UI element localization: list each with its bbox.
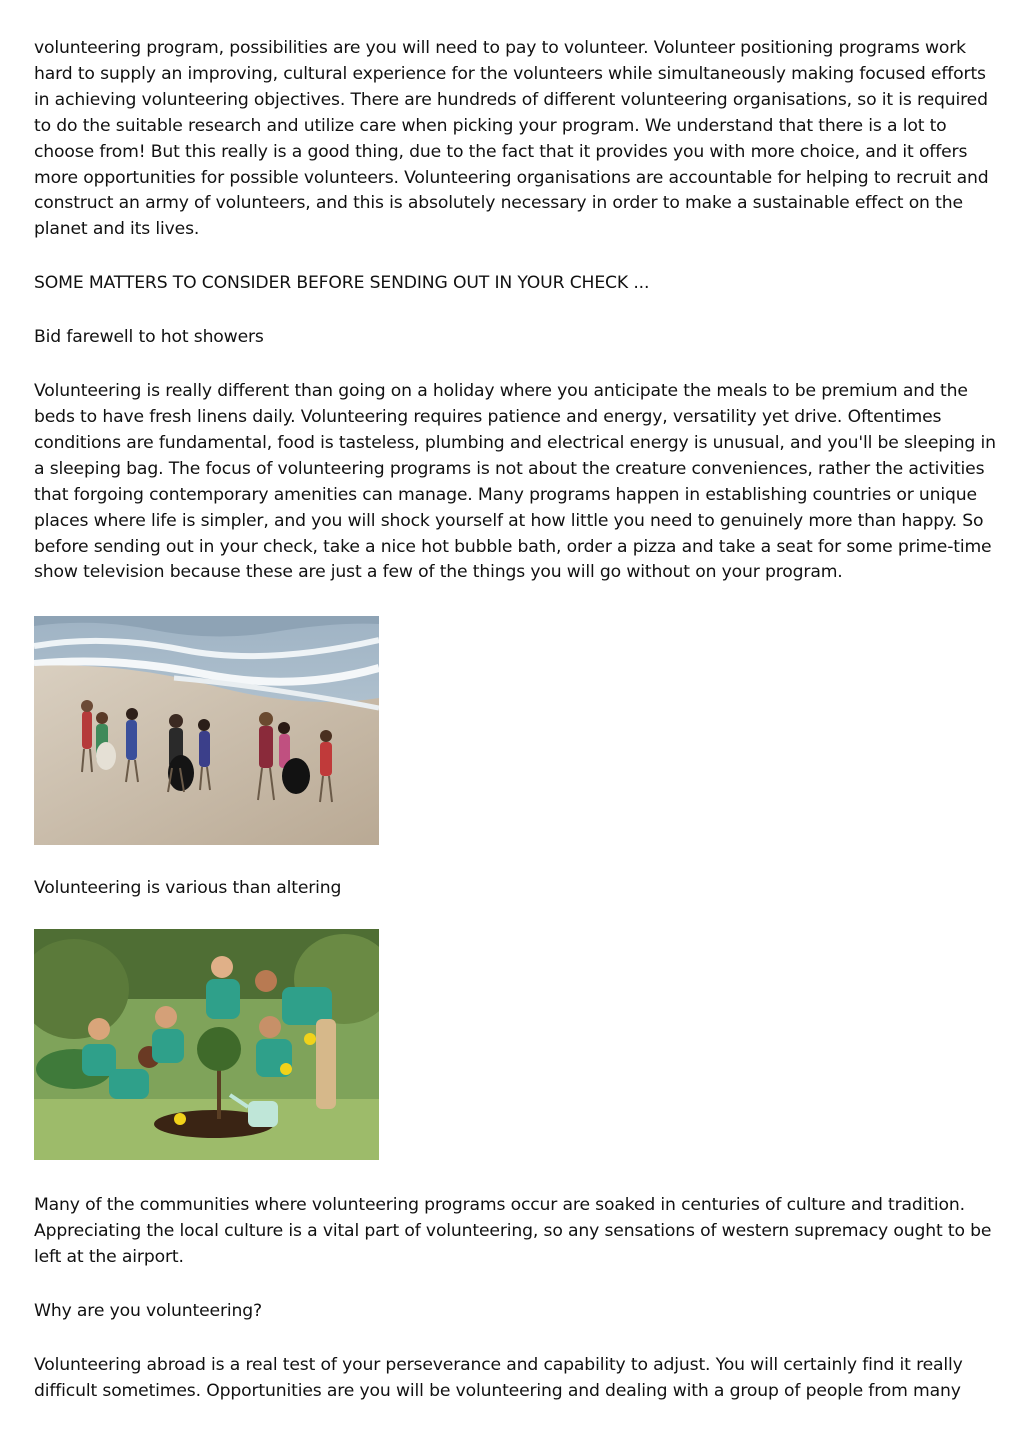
article-body xyxy=(34,36,996,1405)
paragraph-local-culture: Many of the communities where volunteering programs occur are soaked in centuries of culture and tradition. Appreciating the local culture is a vital part of volunteering, so any sensations of western supremacy ought to be left at the airport. xyxy=(34,1195,992,1268)
paragraph-intro: volunteering program, possibilities are you will need to pay to volunteer. Volunteer positioning programs work hard to supply an improving, cultural experience for the volunteers while simultaneously making focused efforts in achieving volunteering objectives. There are hundreds of different volunteering organisations, so it is required to do the suitable research and utilize care when picking your program. We understand that there is a lot to choose from! But this really is a good thing, due to the fact that it provides you with more choice, and it offers more opportunities for possible volunteers. Volunteering organisations are accountable for helping to recruit and construct an army of volunteers, and this is absolutely necessary in order to make a sustainable effect on the planet and its lives. xyxy=(34,38,989,240)
heading-why-volunteering: Why are you volunteering? xyxy=(34,1300,262,1321)
paragraph-volunteering-abroad: Volunteering abroad is a real test of your perseverance and capability to adjust. You will certainly find it really difficult sometimes. Opportunities are you will be volunteering and dealing with a group of people from many xyxy=(34,1354,963,1401)
beach-cleanup-photo xyxy=(34,616,379,845)
heading-matters-to-consider: SOME MATTERS TO CONSIDER BEFORE SENDING OUT IN YOUR CHECK ... xyxy=(34,273,650,294)
heading-hot-showers: Bid farewell to hot showers xyxy=(34,327,264,348)
caption-volunteering-various: Volunteering is various than altering xyxy=(34,878,342,899)
tree-planting-photo xyxy=(34,929,379,1160)
paragraph-holiday: Volunteering is really different than going on a holiday where you anticipate the meals to be premium and the beds to have fresh linens daily. Volunteering requires patience and energy, versatility yet drive. Oftentimes conditions are fundamental, food is tasteless, plumbing and electrical energy is unusual, and you'll be sleeping in a sleeping bag. The focus of volunteering programs is not about the creature conveniences, rather the activities that forgoing contemporary amenities can manage. Many programs happen in establishing countries or unique places where life is simpler, and you will shock yourself at how little you need to genuinely more than happy. So before sending out in your check, take a nice hot bubble bath, order a pizza and take a seat for some prime-time show television because these are just a few of the things you will go without on your program. xyxy=(34,381,996,583)
